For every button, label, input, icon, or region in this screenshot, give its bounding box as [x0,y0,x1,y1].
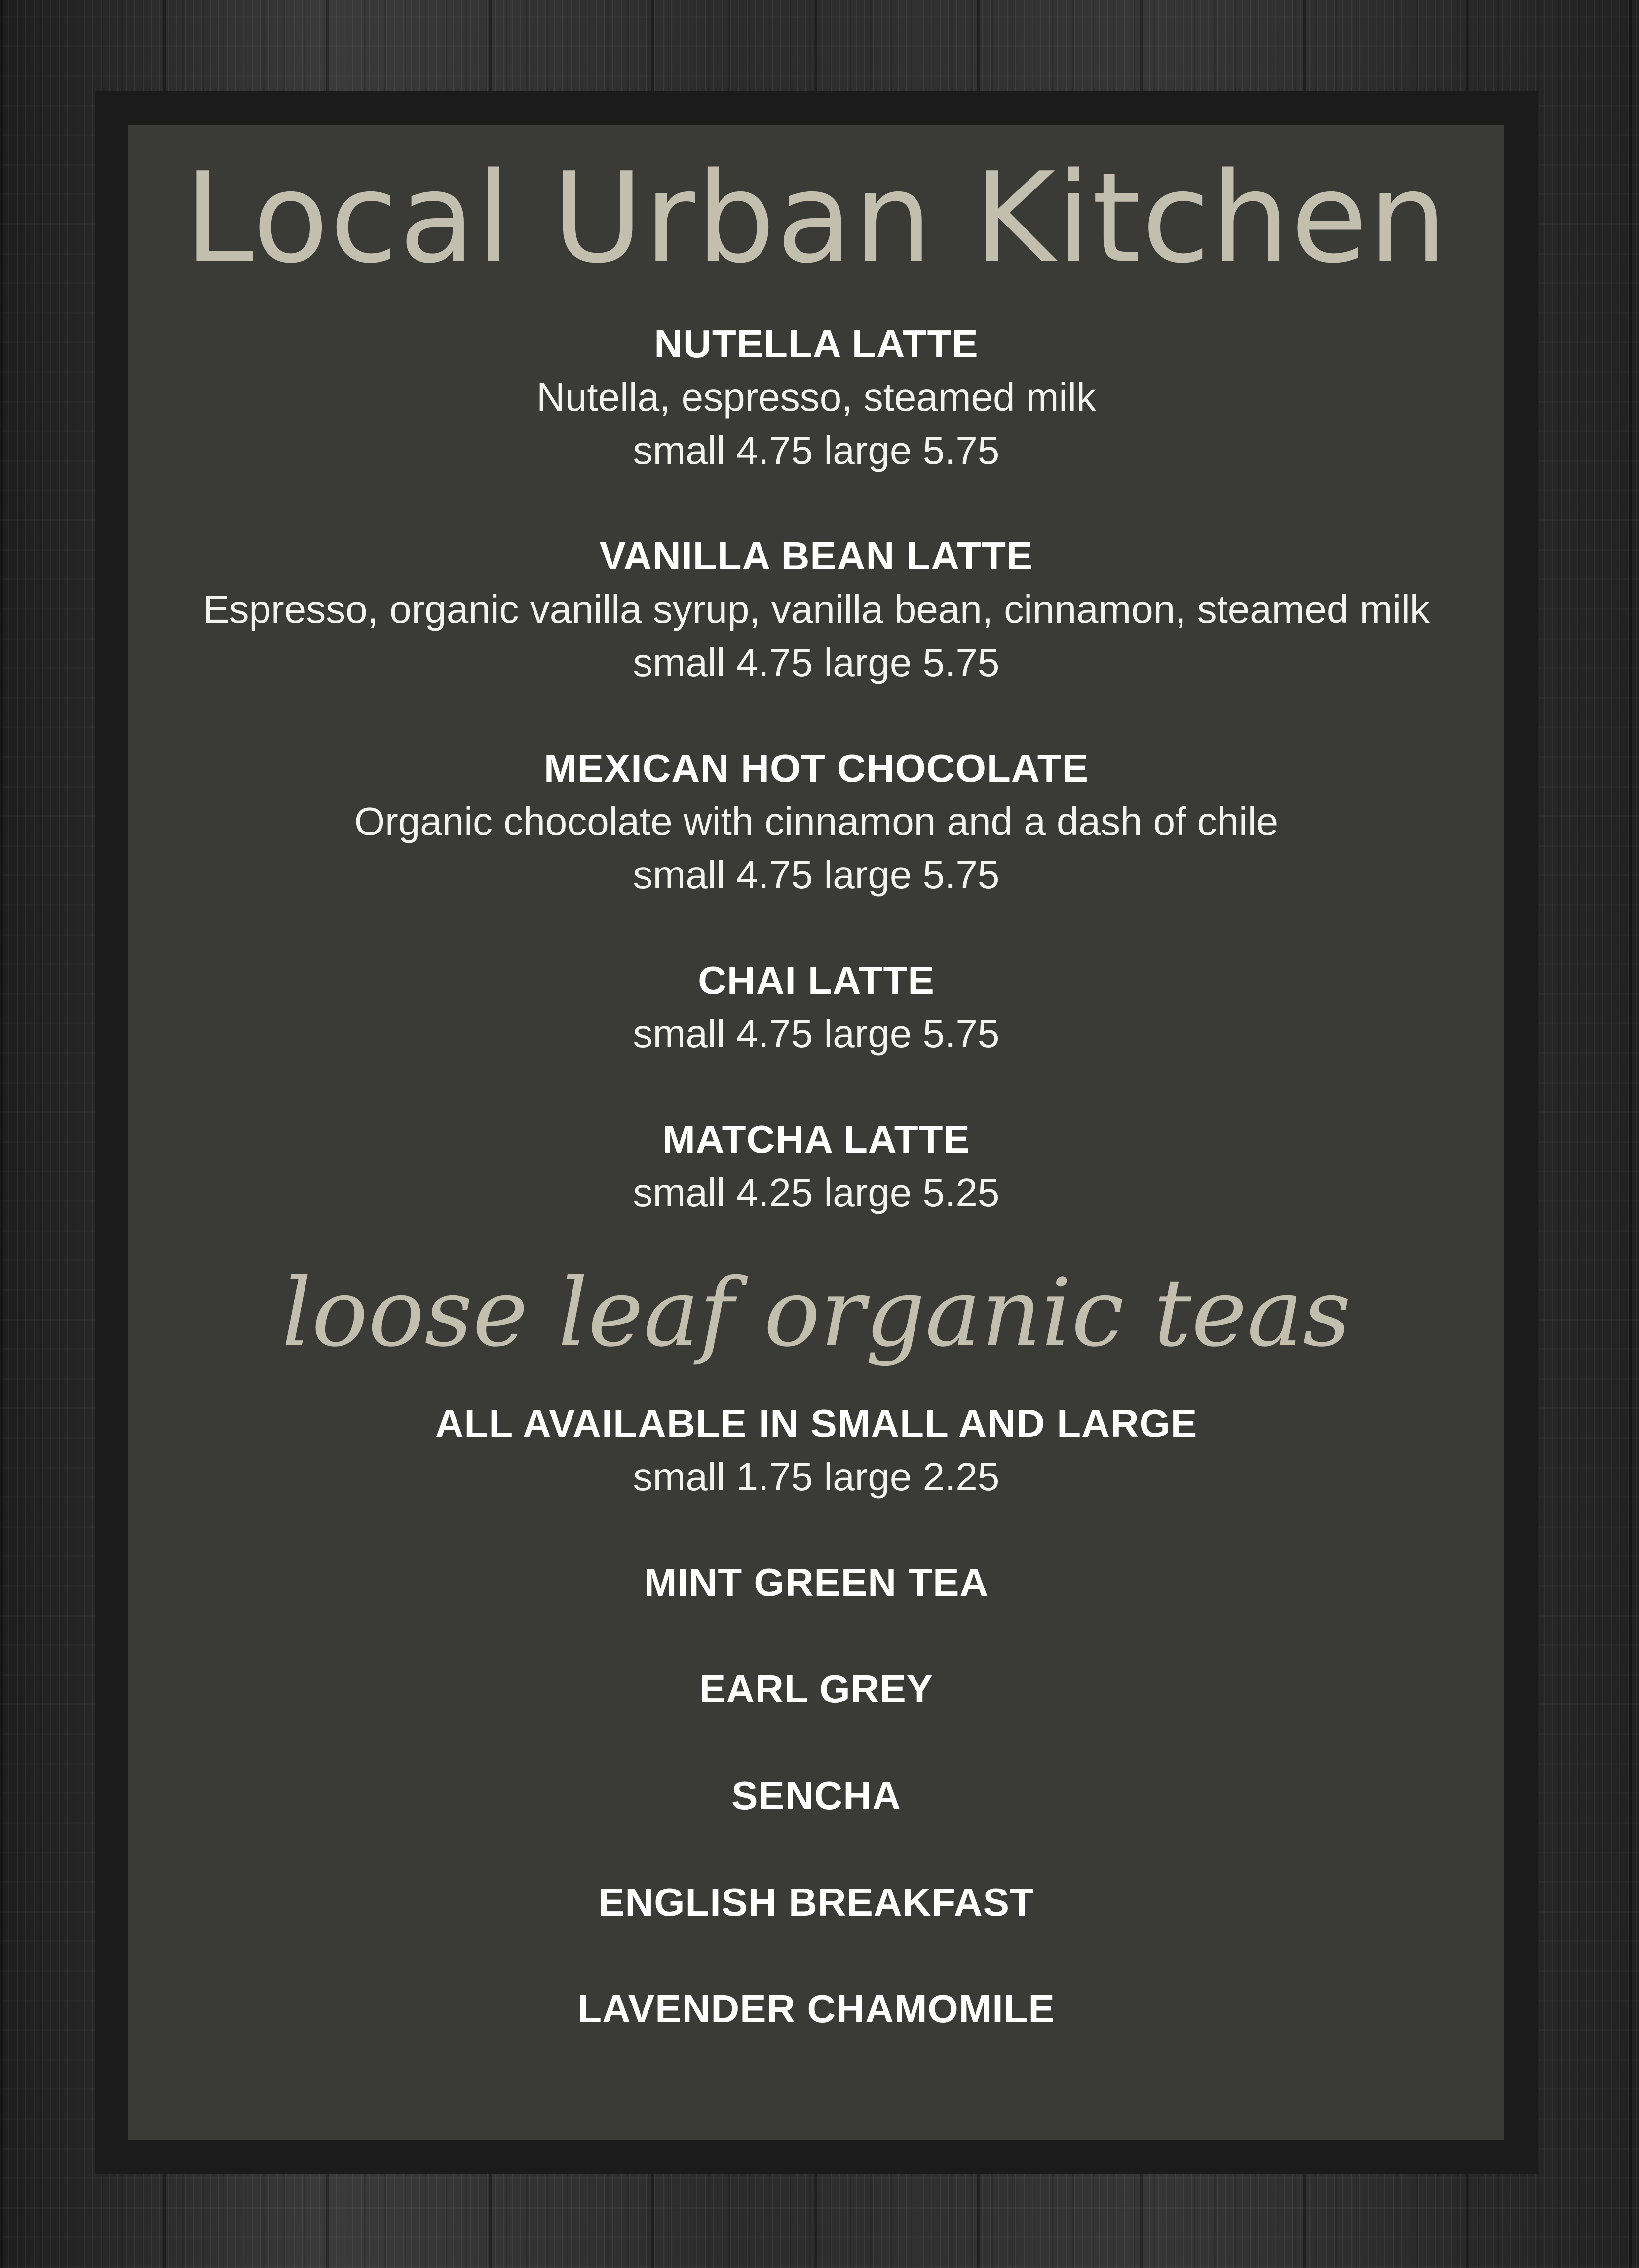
item-price: small 4.75 large 5.75 [633,641,1000,684]
tea-item: MINT GREEN TEA [644,1560,989,1604]
tea-item: ENGLISH BREAKFAST [598,1880,1034,1924]
item-description: Nutella, espresso, steamed milk [536,375,1096,419]
tea-item: LAVENDER CHAMOMILE [577,1987,1055,2031]
item-price: small 4.75 large 5.75 [633,428,1000,472]
tea-section-heading: loose leaf organic teas [281,1258,1351,1367]
menu-item [128,317,1504,477]
tea-item: EARL GREY [699,1667,934,1711]
item-price: small 4.75 large 5.75 [633,853,1000,897]
item-description: Organic chocolate with cinnamon and a dash of chile [354,799,1279,843]
menu-item [128,529,1504,689]
item-name: MATCHA LATTE [662,1117,970,1161]
tea-item: SENCHA [731,1774,901,1817]
tea-note-text: ALL AVAILABLE IN SMALL AND LARGE [435,1401,1198,1445]
restaurant-title: Local Urban Kitchen [184,146,1448,291]
item-name: NUTELLA LATTE [654,322,979,366]
menu-item [128,954,1504,1060]
tea-availability-note [128,1397,1504,1504]
item-price: small 4.25 large 5.25 [633,1171,1000,1214]
item-name: VANILLA BEAN LATTE [599,534,1033,578]
menu-item [128,742,1504,902]
menu-frame [95,91,1538,2174]
tea-price: small 1.75 large 2.25 [633,1455,1000,1499]
item-name: MEXICAN HOT CHOCOLATE [544,746,1089,790]
item-price: small 4.75 large 5.75 [633,1012,1000,1056]
menu-list [128,317,1504,2089]
menu-item [128,1113,1504,1219]
item-description: Espresso, organic vanilla syrup, vanilla bean, cinnamon, steamed milk [203,587,1430,631]
menu-panel [128,125,1504,2140]
item-name: CHAI LATTE [698,958,935,1002]
